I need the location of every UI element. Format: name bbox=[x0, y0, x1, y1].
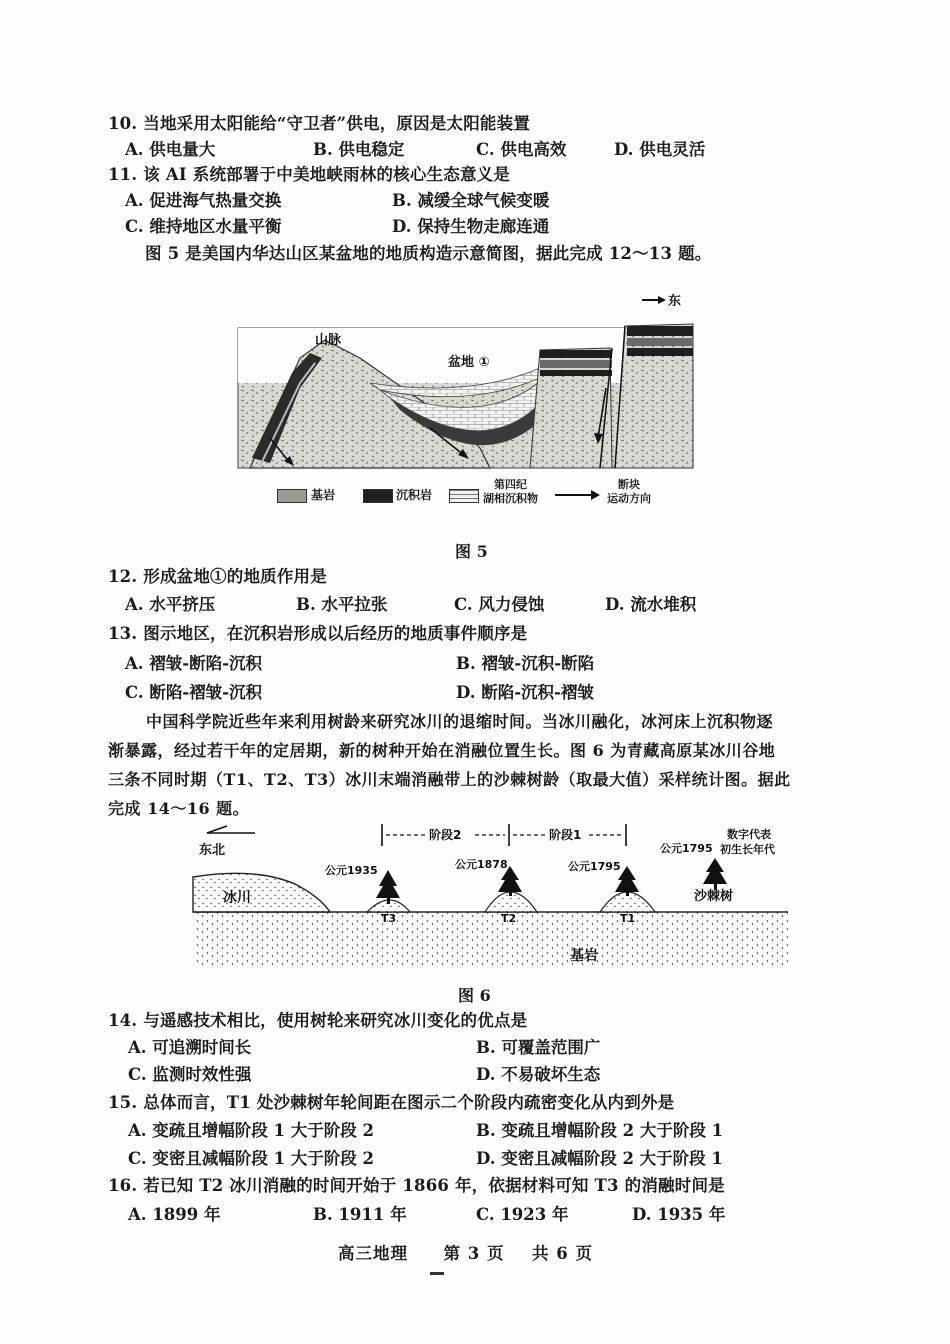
fig6-t2-label: T2 bbox=[501, 912, 517, 925]
q11-option-a: A. 促进海气热量交换 bbox=[125, 191, 282, 210]
q12-stem: 12. 形成盆地①的地质作用是 bbox=[108, 567, 327, 586]
footer-subject: 高三地理 bbox=[338, 1244, 408, 1263]
passage-line-1: 中国科学院近些年来利用树龄来研究冰川的退缩时间。当冰川融化，冰河床上沉积物逐 bbox=[146, 712, 774, 731]
legend-lake-line1: 第四纪 bbox=[494, 478, 527, 491]
footer-total: 共 6 页 bbox=[531, 1244, 593, 1263]
q11-option-d: D. 保持生物走廊连通 bbox=[392, 217, 550, 236]
glacier-shape bbox=[193, 873, 330, 912]
fig6-t2-year: 公元1878 bbox=[455, 858, 508, 871]
legend-fault-line2: 运动方向 bbox=[607, 492, 651, 505]
fig6-legend-year: 公元1795 bbox=[660, 842, 713, 855]
q16-stem: 16. 若已知 T2 冰川消融的时间开始于 1866 年，依据材料可知 T3 的消融时间是 bbox=[108, 1176, 725, 1195]
footer bbox=[338, 1240, 593, 1264]
q11-option-b: B. 减缓全球气候变暖 bbox=[392, 191, 550, 210]
q10-option-b: B. 供电稳定 bbox=[313, 140, 405, 159]
q15-option-b: B. 变疏且增幅阶段 2 大于阶段 1 bbox=[476, 1121, 724, 1140]
q10-option-a: A. 供电量大 bbox=[125, 140, 216, 159]
fig6-t1-label: T1 bbox=[620, 912, 636, 925]
fig6-t3-label: T3 bbox=[381, 912, 397, 925]
legend-fault-line1: 断块 bbox=[618, 478, 640, 491]
q15-option-c: C. 变密且减幅阶段 1 大于阶段 2 bbox=[128, 1149, 375, 1168]
q14-option-a: A. 可追溯时间长 bbox=[128, 1038, 252, 1057]
fig6-stage2: 阶段2 bbox=[429, 828, 462, 842]
bedrock-area bbox=[193, 912, 788, 968]
q16-option-d: D. 1935 年 bbox=[632, 1205, 726, 1224]
fig5-legend bbox=[277, 478, 677, 520]
q16-option-c: C. 1923 年 bbox=[476, 1205, 569, 1224]
q12-option-b: B. 水平拉张 bbox=[296, 595, 388, 614]
q16-option-b: B. 1911 年 bbox=[313, 1205, 407, 1224]
fig5-direction: 东 bbox=[668, 294, 682, 309]
q11-stem: 11. 该 AI 系统部署于中美地峡雨林的核心生态意义是 bbox=[108, 165, 511, 184]
legend-sedimentary-swatch bbox=[363, 489, 393, 503]
q12-option-a: A. 水平挤压 bbox=[125, 595, 216, 614]
tree-icon-legend bbox=[703, 858, 727, 890]
legend-lake-swatch bbox=[449, 489, 479, 503]
fig6-stage1: 阶段1 bbox=[549, 828, 582, 842]
fig6-caption: 图 6 bbox=[458, 986, 491, 1005]
fig6-t3-year: 公元1935 bbox=[325, 864, 378, 877]
q10-option-d: D. 供电灵活 bbox=[614, 140, 706, 159]
legend-sedimentary-label: 沉积岩 bbox=[396, 488, 433, 502]
q10-stem: 10. 当地采用太阳能给“守卫者”供电，原因是太阳能装置 bbox=[108, 114, 531, 133]
legend-lake-line2: 湖相沉积物 bbox=[483, 492, 538, 505]
fig5-mountain-label: 山脉 bbox=[315, 333, 342, 348]
fig6-legend-note1: 数字代表 bbox=[727, 828, 771, 841]
fig6-glacier-label: 冰川 bbox=[223, 890, 251, 906]
fig5-intro: 图 5 是美国内华达山区某盆地的地质构造示意简图，据此完成 12～13 题。 bbox=[145, 244, 712, 263]
q10-option-c: C. 供电高效 bbox=[476, 140, 567, 159]
q13-option-b: B. 褶皱-沉积-断陷 bbox=[456, 654, 595, 673]
legend-bedrock-swatch bbox=[277, 489, 307, 503]
q15-stem: 15. 总体而言，T1 处沙棘树年轮间距在图示二个阶段内疏密变化从内到外是 bbox=[108, 1093, 675, 1112]
fig5-basin-label: 盆地 ① bbox=[448, 355, 490, 370]
q12-option-c: C. 风力侵蚀 bbox=[454, 595, 545, 614]
q14-stem: 14. 与遥感技术相比，使用树轮来研究冰川变化的优点是 bbox=[108, 1011, 528, 1030]
q12-option-d: D. 流水堆积 bbox=[605, 595, 697, 614]
fig6-t1-year: 公元1795 bbox=[568, 860, 621, 873]
passage-line-4: 完成 14～16 题。 bbox=[108, 799, 250, 818]
q13-option-a: A. 褶皱-断陷-沉积 bbox=[125, 654, 262, 673]
footer-mark bbox=[430, 1272, 444, 1275]
passage-line-2: 渐暴露，经过若干年的定居期，新的树种开始在消融位置生长。图 6 为青藏高原某冰川谷地 bbox=[108, 741, 776, 760]
q13-option-c: C. 断陷-褶皱-沉积 bbox=[125, 683, 263, 702]
q16-option-a: A. 1899 年 bbox=[128, 1205, 221, 1224]
tree-icon-t3 bbox=[376, 870, 400, 904]
fig6-bedrock-label: 基岩 bbox=[570, 948, 598, 964]
q13-option-d: D. 断陷-沉积-褶皱 bbox=[456, 683, 594, 702]
q15-option-a: A. 变疏且增幅阶段 1 大于阶段 2 bbox=[128, 1121, 374, 1140]
q14-option-c: C. 监测时效性强 bbox=[128, 1065, 252, 1084]
legend-fault-arrow-icon bbox=[553, 489, 601, 501]
q11-option-c: C. 维持地区水量平衡 bbox=[125, 217, 282, 236]
passage-line-3: 三条不同时期（T1、T2、T3）冰川末端消融带上的沙棘树龄（取最大值）采样统计图。据此 bbox=[108, 770, 791, 789]
figure-6 bbox=[185, 822, 795, 972]
q15-option-d: D. 变密且减幅阶段 2 大于阶段 1 bbox=[476, 1149, 723, 1168]
fig6-legend-note2: 初生长年代 bbox=[720, 843, 775, 856]
legend-bedrock-label: 基岩 bbox=[311, 488, 336, 502]
q14-option-d: D. 不易破坏生态 bbox=[476, 1065, 601, 1084]
fig6-tree-label: 沙棘树 bbox=[694, 889, 734, 904]
q13-stem: 13. 图示地区，在沉积岩形成以后经历的地质事件顺序是 bbox=[108, 624, 528, 643]
fig6-direction: 东北 bbox=[199, 843, 226, 858]
fig5-caption: 图 5 bbox=[455, 542, 488, 561]
footer-page: 第 3 页 bbox=[443, 1244, 505, 1263]
q14-option-b: B. 可覆盖范围广 bbox=[476, 1038, 601, 1057]
